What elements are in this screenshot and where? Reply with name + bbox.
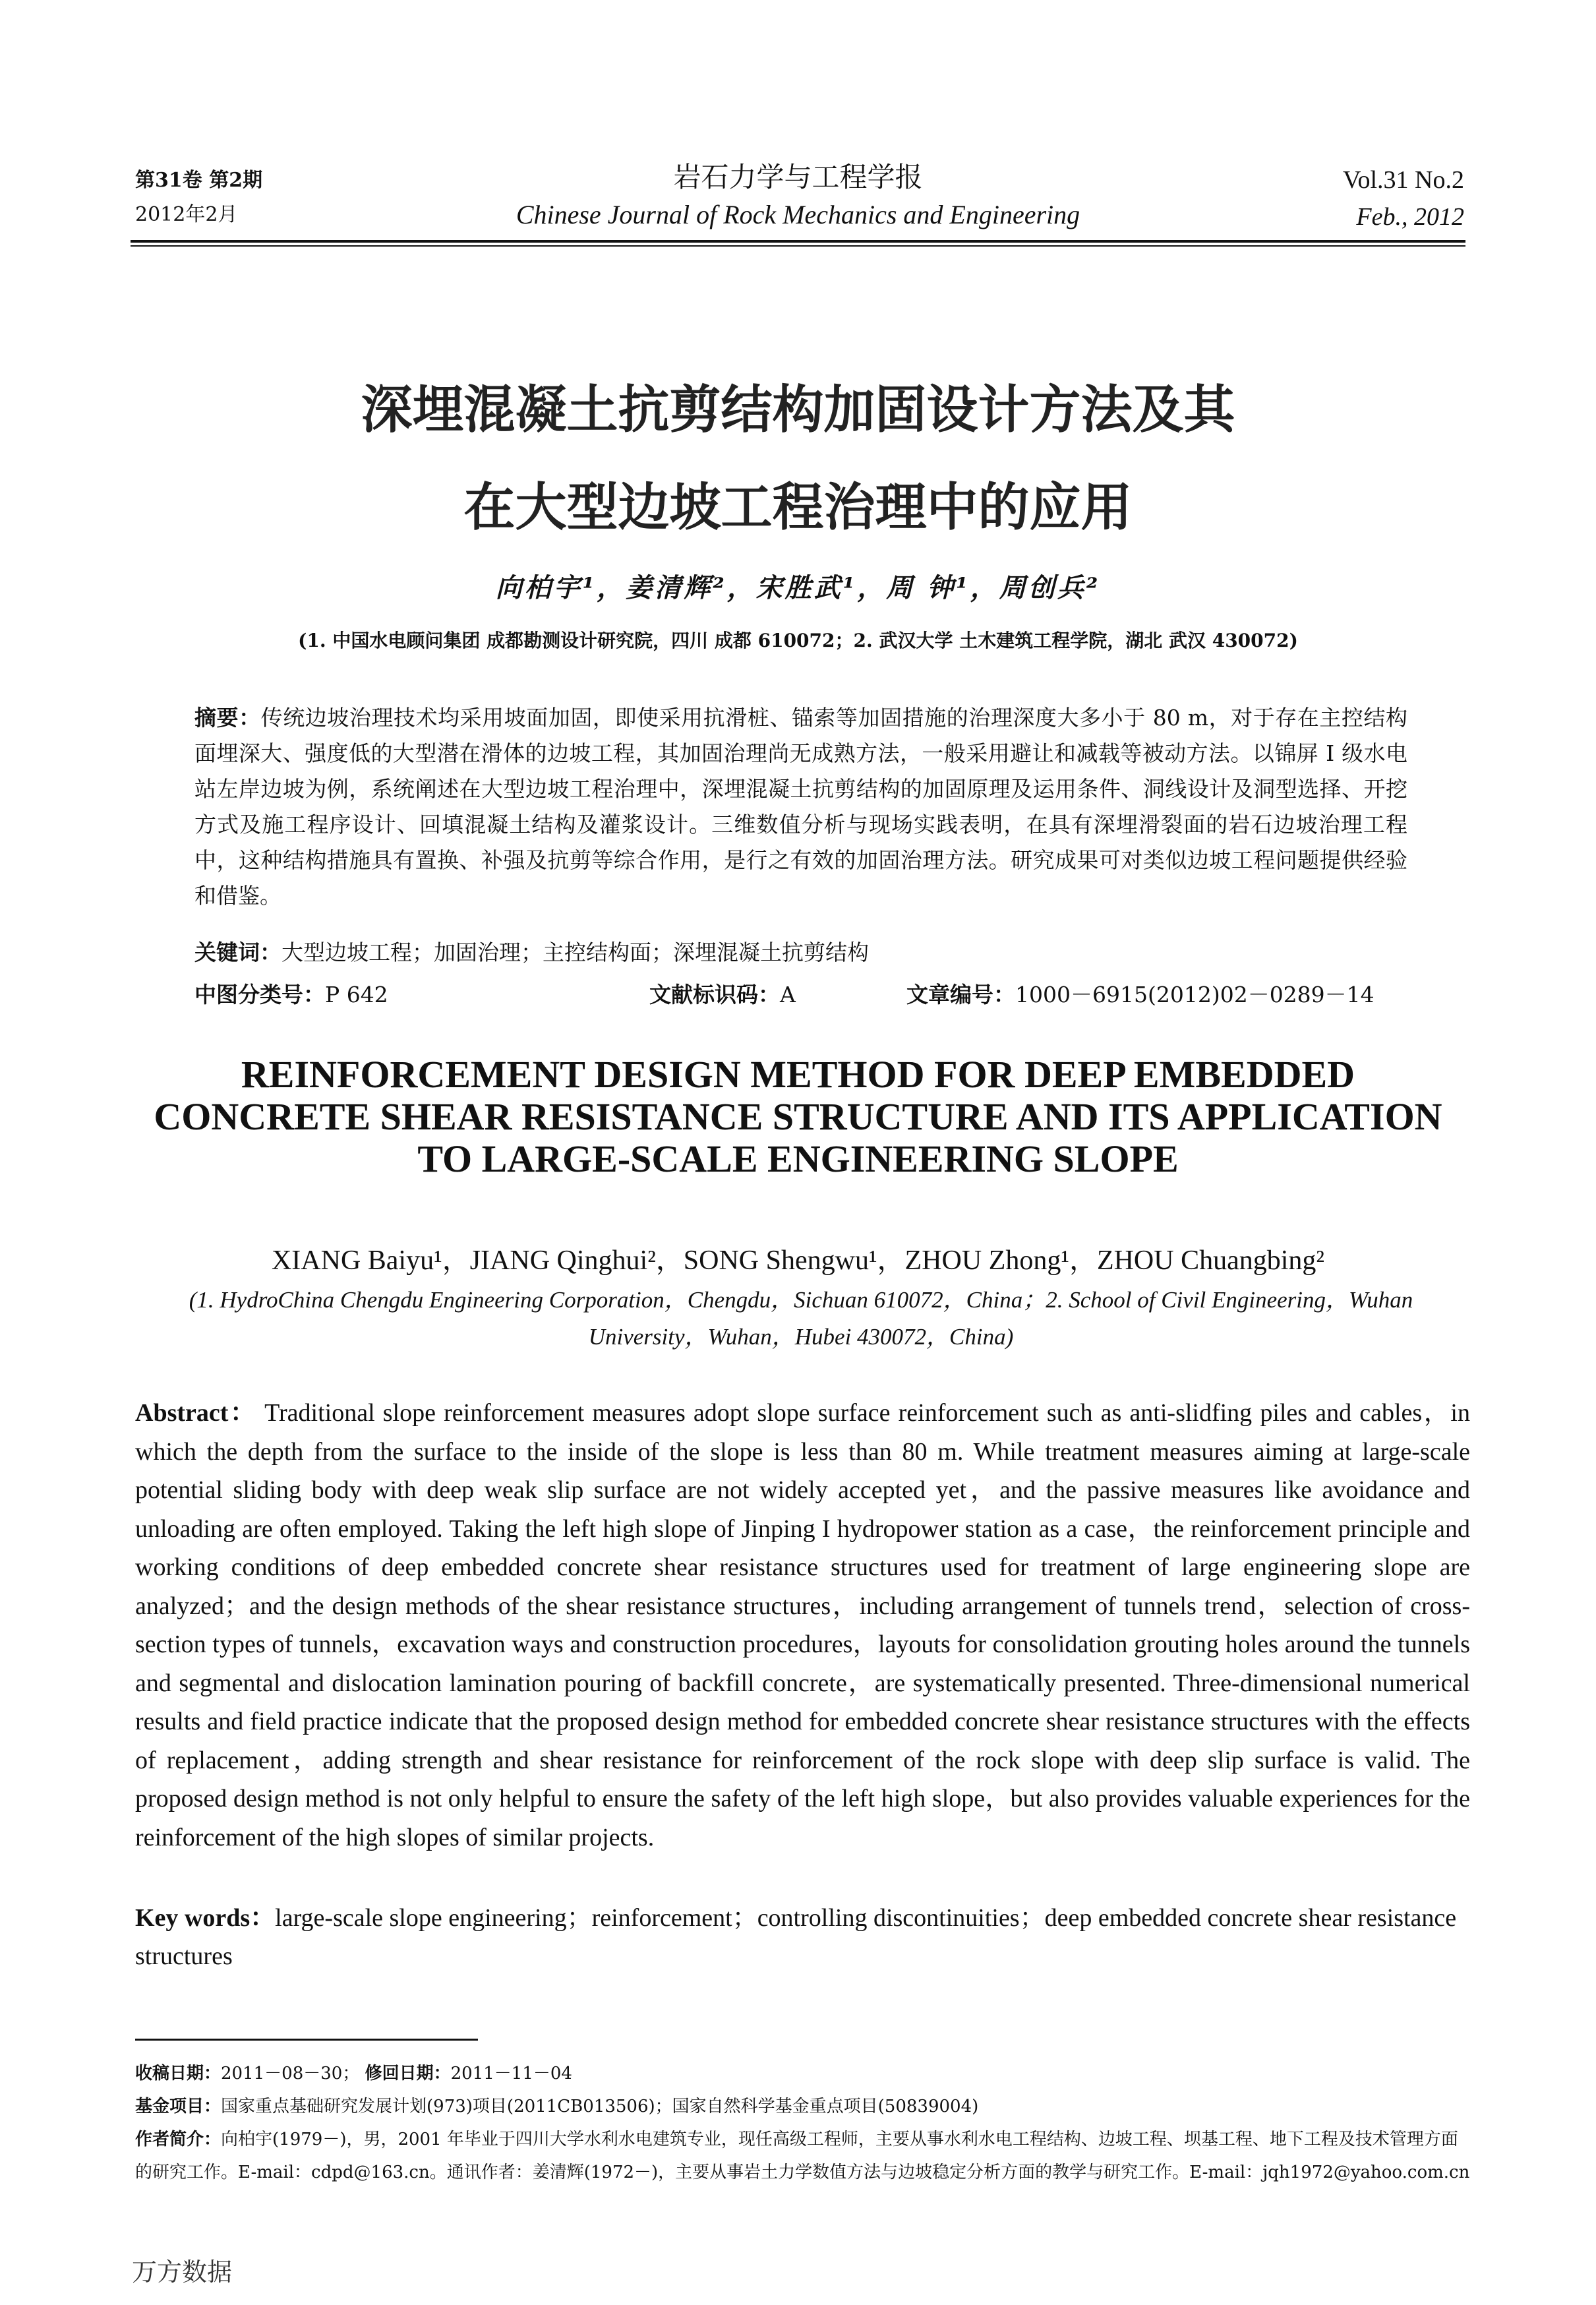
- footnote-rule: [135, 2039, 478, 2041]
- article-number: [906, 977, 1374, 1013]
- abstract-en: [135, 1394, 1470, 1857]
- footnote-dates: [135, 2057, 1470, 2090]
- keywords-cn-text: 大型边坡工程；加固治理；主控结构面；深埋混凝土抗剪结构: [281, 940, 869, 965]
- header-rule-thick: [131, 240, 1465, 243]
- authors-en: XIANG Baiyu¹，JIANG Qinghui²，SONG Shengwu¹，ZHOU Zhong¹，ZHOU Chuangbing²: [271, 1245, 1325, 1276]
- revised-label: 修回日期：: [365, 2064, 451, 2083]
- keywords-cn-label: 关键词：: [194, 940, 281, 965]
- date-en: Feb., 2012: [1356, 203, 1464, 231]
- header-right: [1343, 162, 1464, 235]
- header-rule-thin: [131, 245, 1465, 247]
- document-code: [649, 977, 796, 1013]
- received-value: 2011－08－30；: [221, 2064, 360, 2083]
- footnote-bio: [135, 2123, 1470, 2189]
- paper-title-en: [0, 1054, 1596, 1180]
- abstract-en-label: Abstract：: [135, 1399, 257, 1427]
- title-en-line1: REINFORCEMENT DESIGN METHOD FOR DEEP EMBEDDED: [241, 1053, 1355, 1096]
- title-cn-line2: 在大型边坡工程治理中的应用: [463, 478, 1133, 537]
- authors-cn: 向柏宇¹，姜清辉²，宋胜武¹，周 钟¹，周创兵²: [495, 572, 1101, 603]
- clc-value: P 642: [325, 982, 388, 1007]
- clc-label: 中图分类号：: [194, 982, 325, 1007]
- abstract-cn: [194, 700, 1407, 914]
- article-number-value: 1000－6915(2012)02－0289－14: [1015, 982, 1374, 1007]
- doc-code-value: A: [780, 982, 796, 1007]
- bio-value: 向柏宇(1979－)，男，2001 年毕业于四川大学水利水电建筑专业，现任高级工程师，主要从事水利水电工程结构、边坡工程、坝基工程、地下工程及技术管理方面的研究工作。E-mail：cdpd@163.cn。通讯作者：姜清辉(1972－)，主要从事岩土力学数值方法与边坡稳定分析方面的教学与研究工作。E-mail：jqh1972@yahoo.com.cn: [135, 2130, 1470, 2182]
- doc-code-label: 文献标识码：: [649, 982, 780, 1007]
- abstract-en-text: Traditional slope reinforcement measures adopt slope surface reinforcement such as anti-slidfing piles and cables，in which the depth from the surface to the inside of the slope is less than 80 m. While treatment measures aiming at large-scale potential sliding body with deep weak slip surface are not widely accepted yet，and the passive measures like avoidance and unloading are often employed. Taking the left high slope of Jinping I hydropower station as a case，the reinforcement principle and working conditions of deep embedded concrete shear resistance structures used for treatment of large engineering slope are analyzed；and the design methods of the shear resistance structures，including arrangement of tunnels trend，selection of cross-section types of tunnels，excavation ways and construction procedures，layouts for consolidation grouting holes around the tunnels and segmental and dislocation lamination pouring of backfill concrete，are systematically presented. Three-dimensional numerical results and field practice indicate that the proposed design method for embedded concrete shear resistance structures with the effects of replacement，adding strength and shear resistance for reinforcement of the rock slope with deep slip surface is valid. The proposed design method is not only helpful to ensure the safety of the left high slope，but also provides valuable experiences for the reinforcement of the high slopes of similar projects.: [135, 1399, 1470, 1851]
- affiliation-cn: (1. 中国水电顾问集团 成都勘测设计研究院，四川 成都 610072；2. 武汉大学 土木建筑工程学院，湖北 武汉 430072): [298, 630, 1298, 651]
- received-label: 收稿日期：: [135, 2064, 222, 2083]
- watermark: 万方数据: [132, 2258, 233, 2287]
- classification-row: [194, 977, 1407, 1013]
- abstract-cn-text: 传统边坡治理技术均采用坡面加固，即使采用抗滑桩、锚索等加固措施的治理深度大多小于 80 m，对于存在主控结构面埋深大、强度低的大型潜在滑体的边坡工程，其加固治理尚无成熟方法，一般采用避让和减载等被动方法。以锦屏 I 级水电站左岸边坡为例，系统阐述在大型边坡工程治理中，深埋混凝土抗剪结构的加固原理及运用条件、洞线设计及洞型选择、开挖方式及施工程序设计、回填混凝土结构及灌浆设计。三维数值分析与现场实践表明，在具有深埋滑裂面的岩石边坡治理工程中，这种结构措施具有置换、补强及抗剪等综合作用，是行之有效的加固治理方法。研究成果可对类似边坡工程问题提供经验和借鉴。: [194, 705, 1408, 909]
- keywords-en-label: Key words：: [135, 1904, 276, 1932]
- clc-number: [194, 977, 388, 1013]
- keywords-en-text: large-scale slope engineering；reinforcement；controlling discontinuities；deep embedded concrete shear resistance structures: [135, 1904, 1457, 1970]
- footnotes: [135, 2057, 1470, 2189]
- article-number-label: 文章编号：: [906, 982, 1015, 1007]
- fund-value: 国家重点基础研究发展计划(973)项目(2011CB013506)；国家自然科学基金重点项目(50839004): [221, 2097, 979, 2116]
- footnote-fund: [135, 2090, 1470, 2123]
- revised-value: 2011－11－04: [450, 2064, 572, 2083]
- journal-name-cn: 岩石力学与工程学报: [673, 161, 923, 193]
- title-cn-line1: 深埋混凝土抗剪结构加固设计方法及其: [361, 380, 1235, 440]
- title-en-line2: CONCRETE SHEAR RESISTANCE STRUCTURE AND ITS APPLICATION: [154, 1095, 1442, 1138]
- journal-name-en: Chinese Journal of Rock Mechanics and Engineering: [516, 200, 1080, 229]
- title-en-line3: TO LARGE-SCALE ENGINEERING SLOPE: [417, 1137, 1179, 1180]
- paper-title-cn: [0, 361, 1596, 556]
- volume-issue-cn: 第31卷 第2期: [135, 169, 263, 192]
- fund-label: 基金项目：: [135, 2097, 222, 2116]
- abstract-cn-label: 摘要：: [194, 705, 261, 731]
- bio-label: 作者简介：: [135, 2130, 222, 2149]
- volume-issue-en: Vol.31 No.2: [1342, 166, 1464, 194]
- keywords-en: [135, 1899, 1470, 1975]
- keywords-cn: [194, 935, 1407, 971]
- date-cn: 2012年2月: [135, 203, 238, 226]
- affiliation-en: (1. HydroChina Chengdu Engineering Corporation，Chengdu，Sichuan 610072，China；2. School of Civil Engineering，Wuhan University，Wuhan，Hubei 430072，China): [189, 1287, 1413, 1350]
